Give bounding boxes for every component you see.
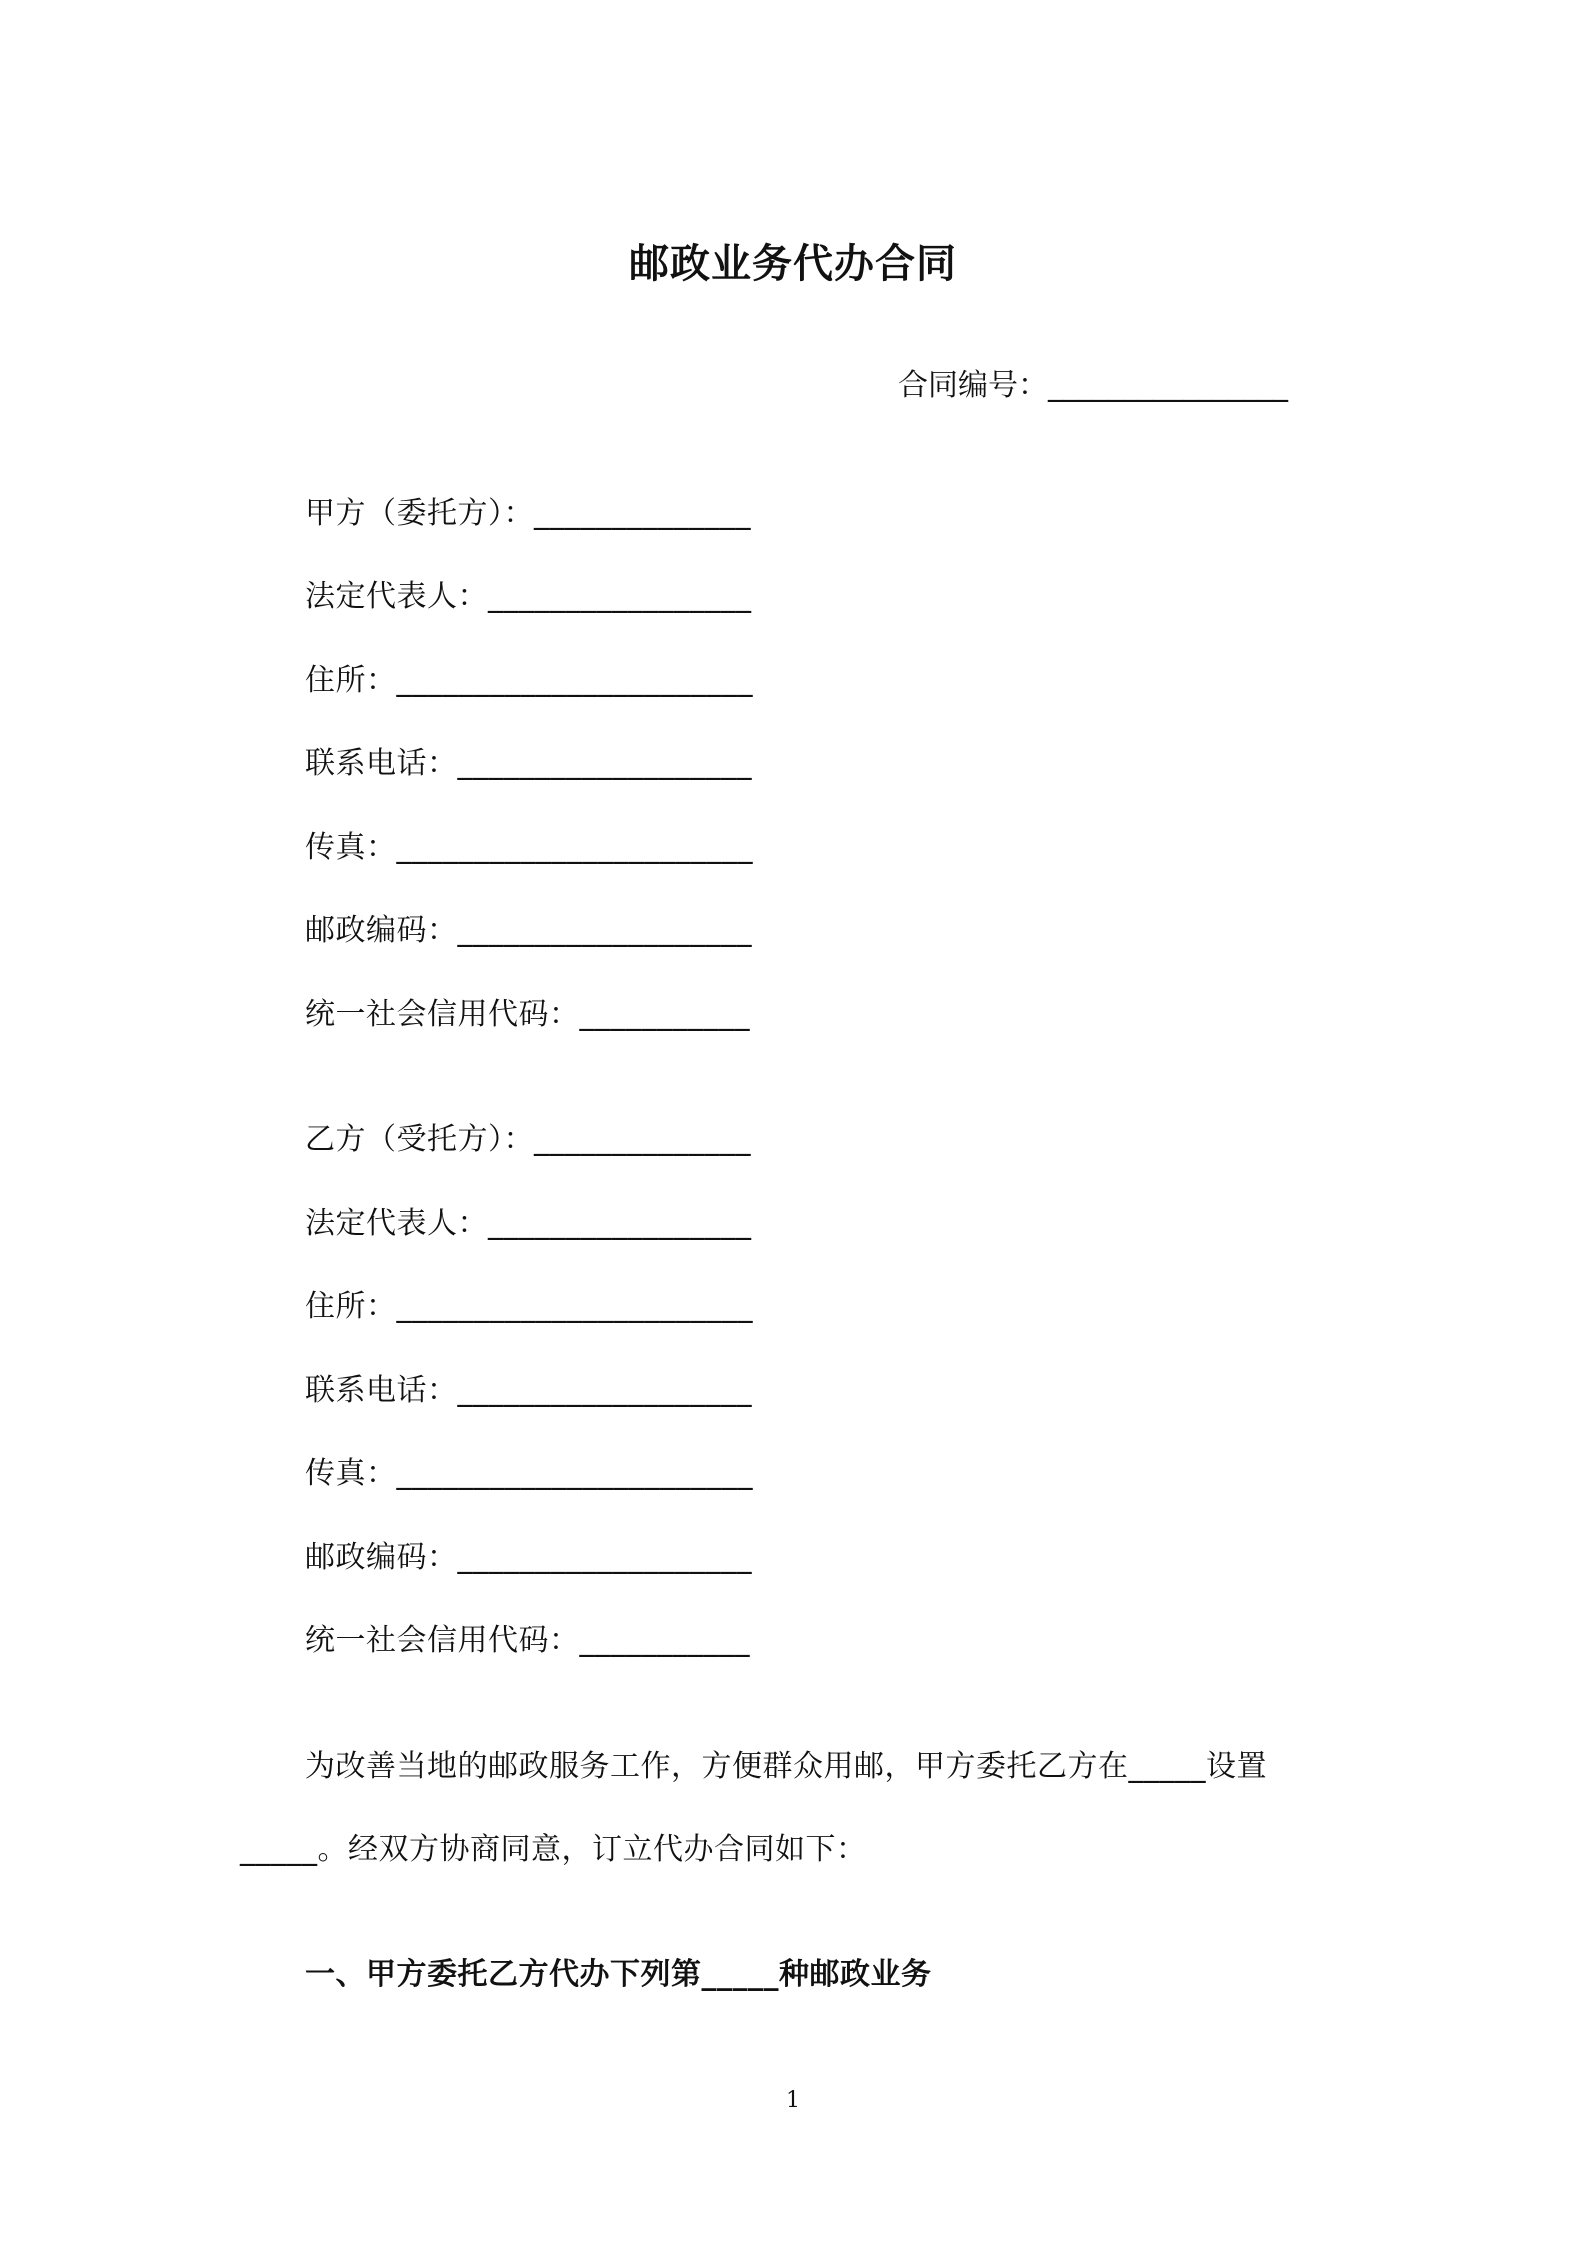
preamble-line-2: _____。经双方协商同意，订立代办合同如下： [240,1832,867,1867]
party-a-credit-code: 统一社会信用代码：___________ [305,997,750,1032]
party-a-fax: 传真：_______________________ [305,830,753,865]
party-b-legal-rep: 法定代表人：_________________ [305,1206,752,1241]
party-a-legal-rep: 法定代表人：_________________ [305,579,752,614]
party-b-postcode: 邮政编码：___________________ [305,1540,752,1575]
contract-number: 合同编号：________________ [898,368,1288,403]
party-b-credit-code: 统一社会信用代码：___________ [305,1623,750,1658]
preamble-line-1: 为改善当地的邮政服务工作，方便群众用邮，甲方委托乙方在_____设置 [305,1749,1267,1784]
section-heading: 一、甲方委托乙方代办下列第_____种邮政业务 [305,1957,932,1992]
party-b-address: 住所：_______________________ [305,1289,753,1324]
party-a-postcode: 邮政编码：___________________ [305,913,752,948]
party-a-address: 住所：_______________________ [305,663,753,698]
party-a-name: 甲方（委托方）：______________ [305,496,751,531]
document-title: 邮政业务代办合同 [629,241,957,287]
party-b-phone: 联系电话：___________________ [305,1373,752,1408]
party-b-name: 乙方（受托方）：______________ [305,1122,751,1157]
party-b-fax: 传真：_______________________ [305,1456,753,1491]
page-number: 1 [786,2088,800,2113]
party-a-phone: 联系电话：___________________ [305,746,752,781]
